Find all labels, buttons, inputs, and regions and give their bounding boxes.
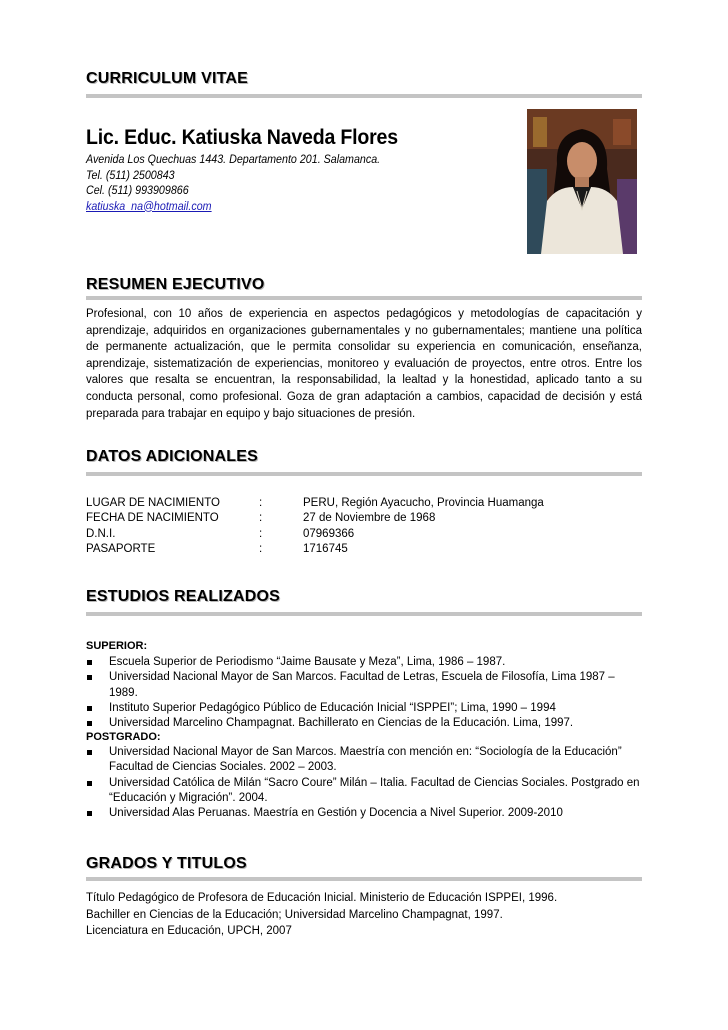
- list-item: Universidad Nacional Mayor de San Marcos. Maestría con mención en: “Sociología de la Educación” Facultad de Ciencias Sociales. 2002 – 2003.: [86, 745, 642, 776]
- datos-value: PERU, Región Ayacucho, Provincia Huamanga: [303, 497, 544, 509]
- list-item: Título Pedagógico de Profesora de Educación Inicial. Ministerio de Educación ISPPEI, 1996.: [86, 892, 558, 904]
- list-item: Escuela Superior de Periodismo “Jaime Bausate y Meza”, Lima, 1986 – 1987.: [86, 655, 642, 670]
- section-divider: [86, 877, 642, 881]
- section-title-estudios: ESTUDIOS REALIZADOS: [86, 588, 281, 605]
- superior-label: SUPERIOR:: [86, 640, 148, 652]
- person-name: Lic. Educ. Katiuska Naveda Flores: [86, 126, 398, 149]
- profile-photo: [527, 109, 637, 254]
- postgrado-list: [86, 745, 642, 821]
- cellphone: Cel. (511) 993909866: [86, 185, 189, 197]
- section-divider: [86, 472, 642, 476]
- section-title-grados: GRADOS Y TITULOS: [86, 855, 247, 872]
- section-title-datos: DATOS ADICIONALES: [86, 448, 259, 465]
- list-item: Universidad Nacional Mayor de San Marcos. Facultad de Letras, Escuela de Filosofía, Lima 1987 – 1989.: [86, 670, 642, 701]
- bullet-icon: [87, 781, 92, 786]
- section-divider: [86, 296, 642, 300]
- telephone: Tel. (511) 2500843: [86, 169, 175, 182]
- datos-value: 1716745: [303, 543, 348, 555]
- list-item: Instituto Superior Pedagógico Público de Educación Inicial “ISPPEI”; Lima, 1990 – 1994: [86, 701, 642, 716]
- bullet-icon: [87, 675, 92, 680]
- list-item: Universidad Alas Peruanas. Maestría en Gestión y Docencia a Nivel Superior. 2009-2010: [86, 806, 642, 821]
- datos-separator: :: [259, 543, 263, 555]
- datos-separator: :: [259, 528, 263, 540]
- datos-label: FECHA DE NACIMIENTO: [86, 512, 219, 524]
- list-item: Universidad Marcelino Champagnat. Bachillerato en Ciencias de la Educación. Lima, 1997.: [86, 716, 642, 731]
- datos-label: D.N.I.: [86, 528, 116, 540]
- datos-separator: :: [259, 497, 263, 509]
- bullet-icon: [87, 706, 92, 711]
- email-link[interactable]: katiuska_na@hotmail.com: [86, 200, 212, 213]
- bullet-icon: [87, 660, 92, 665]
- bullet-icon: [87, 811, 92, 816]
- datos-row: [86, 528, 642, 543]
- section-divider: [86, 94, 642, 98]
- datos-row: [86, 543, 642, 558]
- list-item: Licenciatura en Educación, UPCH, 2007: [86, 925, 292, 937]
- datos-label: PASAPORTE: [86, 543, 156, 555]
- grados-list: [86, 890, 557, 940]
- datos-row: [86, 497, 642, 512]
- resumen-paragraph: Profesional, con 10 años de experiencia en aspectos pedagógicos y metodologías de capacitación y aprendizaje, adquiridos en organizaciones gubernamentales y no gubernamentales; mantiene una política de permanente actualización, que le permita consolidar su experiencia en comunicación, enseñanza, aprendizaje, sistematización de experiencias, monitoreo y evaluación de proyectos, entre otros. Entre los valores que resalta se encuentran, la responsabilidad, la lealtad y la honestidad, aplicado tanto a su conducta personal, como profesional. Goza de gran adaptación a cambios, capacidad de decisión y está preparada para trabajar en equipo y bajo situaciones de presión.: [86, 308, 642, 420]
- list-item: Universidad Católica de Milán “Sacro Coure” Milán – Italia. Facultad de Ciencias Sociales. Postgrado en “Educación y Migración”. 2004.: [86, 776, 642, 807]
- superior-list: [86, 655, 642, 731]
- contact-block: [86, 153, 380, 215]
- datos-value: 07969366: [303, 528, 355, 540]
- document-title: CURRICULUM VITAE: [86, 70, 249, 87]
- bullet-icon: [87, 750, 92, 755]
- list-item: Bachiller en Ciencias de la Educación; Universidad Marcelino Champagnat, 1997.: [86, 908, 503, 921]
- datos-label: LUGAR DE NACIMIENTO: [86, 497, 220, 509]
- datos-value: 27 de Noviembre de 1968: [303, 512, 436, 524]
- resumen-text: [86, 306, 642, 422]
- datos-row: [86, 512, 642, 527]
- bullet-icon: [87, 721, 92, 726]
- datos-separator: :: [259, 512, 263, 524]
- postgrado-label: POSTGRADO:: [86, 731, 161, 743]
- section-title-resumen: RESUMEN EJECUTIVO: [86, 276, 265, 293]
- address: Avenida Los Quechuas 1443. Departamento 201. Salamanca.: [86, 154, 381, 166]
- section-divider: [86, 612, 642, 616]
